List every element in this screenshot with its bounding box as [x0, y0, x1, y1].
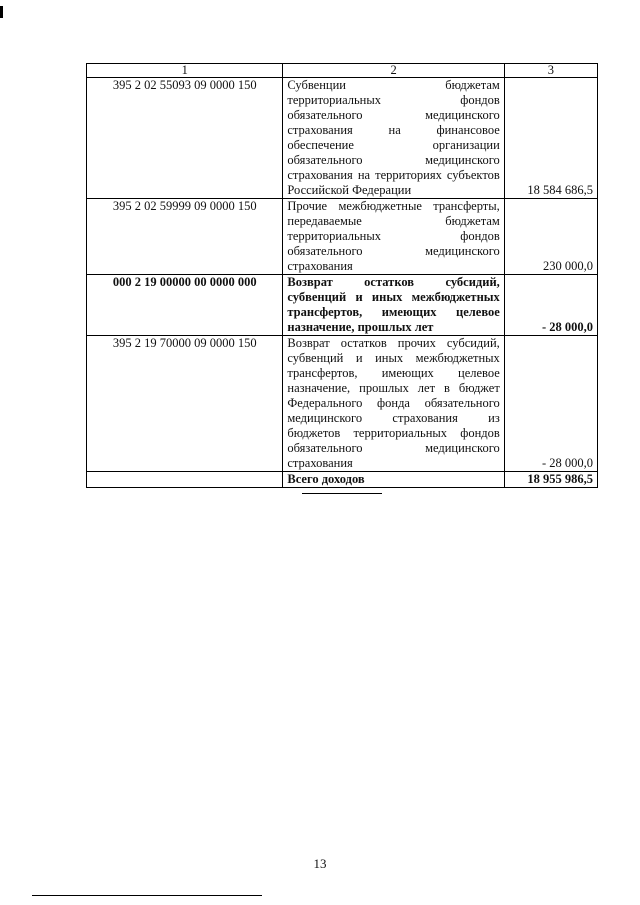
row-amount: 230 000,0: [504, 199, 597, 275]
total-empty-cell: [87, 472, 283, 488]
header-col-2: 2: [283, 64, 504, 78]
row-amount: - 28 000,0: [504, 275, 597, 336]
row-amount: 18 584 686,5: [504, 78, 597, 199]
description-text: Возврат остатков субсидий, субвенций и иных межбюджетных трансфертов, имеющих целевое назначение, прошлых лет: [287, 275, 500, 334]
description-text: Возврат остатков прочих субсидий, субвенций и иных межбюджетных трансфертов, имеющих целевое назначение, прошлых лет в бюджет Федерального фонда обязательного медицинского страхования из бюджетов территориальных фондов обязательного медицинского страхования: [287, 336, 500, 470]
page-number: 13: [313, 856, 327, 871]
row-description: [283, 275, 504, 336]
budget-code: 395 2 02 59999 09 0000 150: [87, 199, 283, 275]
table-row: [87, 275, 598, 336]
row-description: [283, 199, 504, 275]
budget-code: 000 2 19 00000 00 0000 000: [87, 275, 283, 336]
total-amount: 18 955 986,5: [504, 472, 597, 488]
description-text: Субвенции бюджетам территориальных фондов обязательного медицинского страхования на финансовое обеспечение организации обязательного медицинского страхования на территориях субъектов Российской Федерации: [287, 78, 500, 197]
budget-code: 395 2 02 55093 09 0000 150: [87, 78, 283, 199]
table-row: [87, 336, 598, 472]
end-separator: [302, 493, 382, 494]
total-label: Всего доходов: [283, 472, 504, 488]
footer-line: [32, 895, 262, 896]
table-row: [87, 199, 598, 275]
header-col-3: 3: [504, 64, 597, 78]
budget-code: 395 2 19 70000 09 0000 150: [87, 336, 283, 472]
header-col-1: 1: [87, 64, 283, 78]
description-text: Прочие межбюджетные трансферты, передаваемые бюджетам территориальных фондов обязательного медицинского страхования: [287, 199, 500, 273]
row-amount: - 28 000,0: [504, 336, 597, 472]
income-table: [86, 63, 598, 488]
table-row: [87, 78, 598, 199]
table-header-row: [87, 64, 598, 78]
total-row: [87, 472, 598, 488]
scan-edge-mark: [0, 6, 3, 18]
row-description: [283, 336, 504, 472]
row-description: [283, 78, 504, 199]
